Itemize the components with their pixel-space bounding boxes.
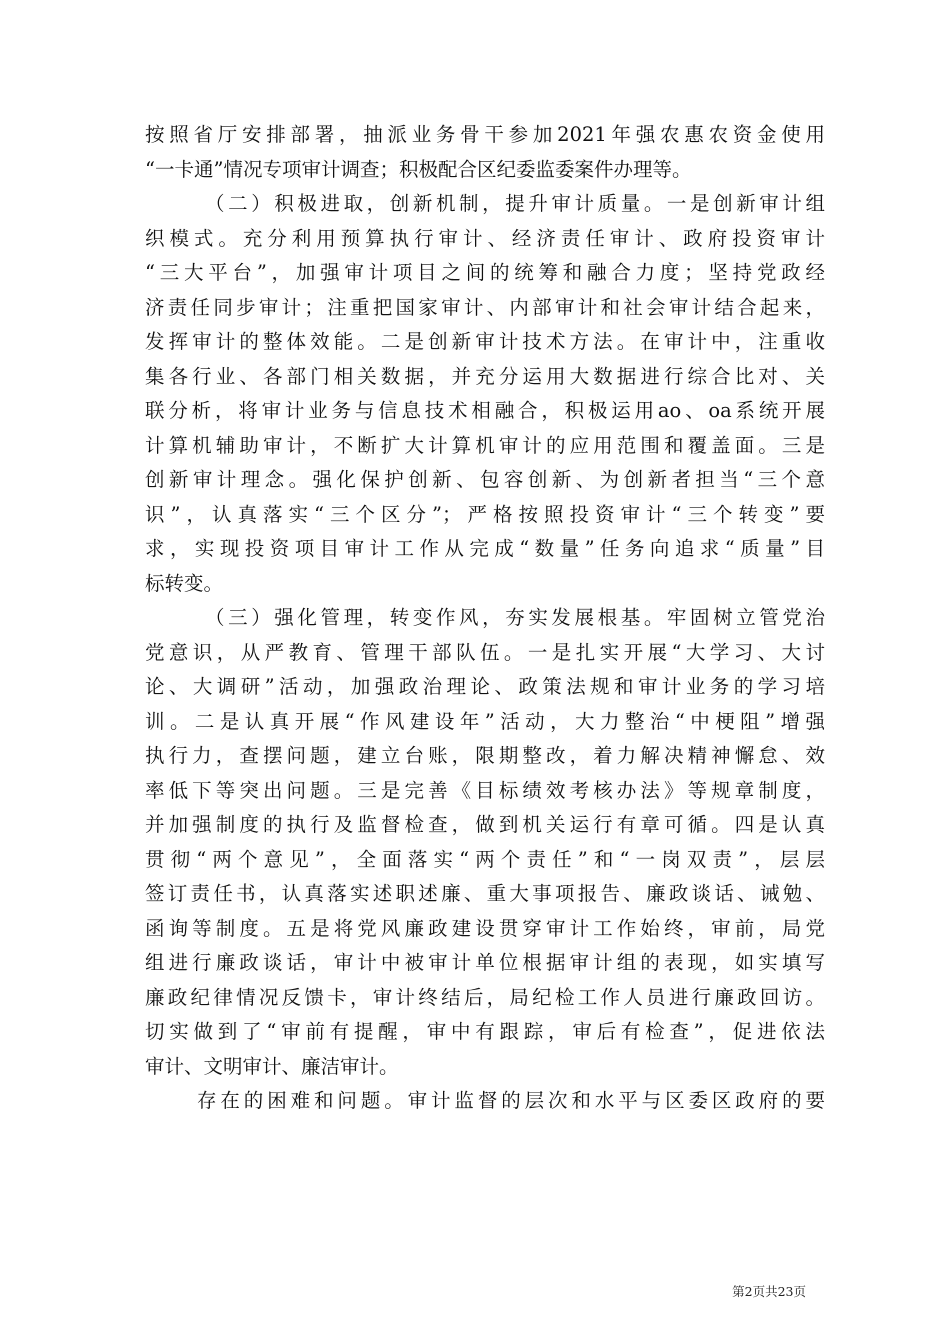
document-body: [145, 118, 825, 1119]
text-line: 训。二是认真开展“作风建设年”活动，大力整治“中梗阻”增强: [145, 709, 825, 733]
page-number: 第2页共23页: [732, 1284, 806, 1299]
text-line: 签订责任书，认真落实述职述廉、重大事项报告、廉政谈话、诫勉、: [145, 882, 825, 905]
text-line: “一卡通”情况专项审计调查；积极配合区纪委监委案件办理等。: [145, 157, 692, 181]
text-line: 切实做到了“审前有提醒，审中有跟踪，审后有检查”，促进依法: [145, 1020, 825, 1043]
text-line: 廉政纪律情况反馈卡，审计终结后，局纪检工作人员进行廉政回访。: [145, 985, 825, 1009]
text-line: 并加强制度的执行及监督检查，做到机关运行有章可循。四是认真: [145, 813, 825, 836]
text-line: 发挥审计的整体效能。二是创新审计技术方法。在审计中，注重收: [145, 330, 825, 353]
text-line: “三大平台”，加强审计项目之间的统筹和融合力度；坚持党政经: [145, 261, 825, 284]
text-line: 组进行廉政谈话，审计中被审计单位根据审计组的表现，如实填写: [145, 951, 825, 974]
text-line: 执行力，查摆问题，建立台账，限期整改，着力解决精神懈怠、效: [145, 744, 825, 767]
text-line: 标转变。: [145, 571, 224, 595]
text-line: 党意识，从严教育、管理干部队伍。一是扎实开展“大学习、大讨: [145, 640, 825, 664]
text-line: 济责任同步审计；注重把国家审计、内部审计和社会审计结合起来，: [145, 295, 825, 319]
text-line: 联分析，将审计业务与信息技术相融合，积极运用ao、oa系统开展: [145, 399, 825, 422]
text-line: 论、大调研”活动，加强政治理论、政策法规和审计业务的学习培: [145, 675, 825, 698]
text-line: 织模式。充分利用预算执行审计、经济责任审计、政府投资审计: [145, 226, 825, 250]
text-line: 审计、文明审计、廉洁审计。: [145, 1054, 399, 1078]
text-line: 求，实现投资项目审计工作从完成“数量”任务向追求“质量”目: [145, 537, 825, 560]
text-line: 函询等制度。五是将党风廉政建设贯穿审计工作始终，审前，局党: [145, 916, 825, 940]
text-line: 集各行业、各部门相关数据，并充分运用大数据进行综合比对、关: [145, 364, 825, 388]
text-line: 识”，认真落实“三个区分”；严格按照投资审计“三个转变”要: [145, 502, 825, 526]
text-line: 按照省厅安排部署，抽派业务骨干参加2021年强农惠农资金使用: [145, 123, 825, 146]
section-heading-line: （三）强化管理，转变作风，夯实发展根基。牢固树立管党治: [205, 606, 825, 629]
text-line: 贯彻“两个意见”，全面落实“两个责任”和“一岗双责”，层层: [145, 847, 825, 871]
paragraph-start-line: 存在的困难和问题。审计监督的层次和水平与区委区政府的要: [197, 1089, 825, 1112]
text-line: 创新审计理念。强化保护创新、包容创新、为创新者担当“三个意: [145, 468, 825, 491]
section-heading-line: （二）积极进取，创新机制，提升审计质量。一是创新审计组: [205, 192, 825, 215]
text-line: 率低下等突出问题。三是完善《目标绩效考核办法》等规章制度，: [145, 778, 825, 802]
text-line: 计算机辅助审计，不断扩大计算机审计的应用范围和覆盖面。三是: [145, 433, 825, 457]
